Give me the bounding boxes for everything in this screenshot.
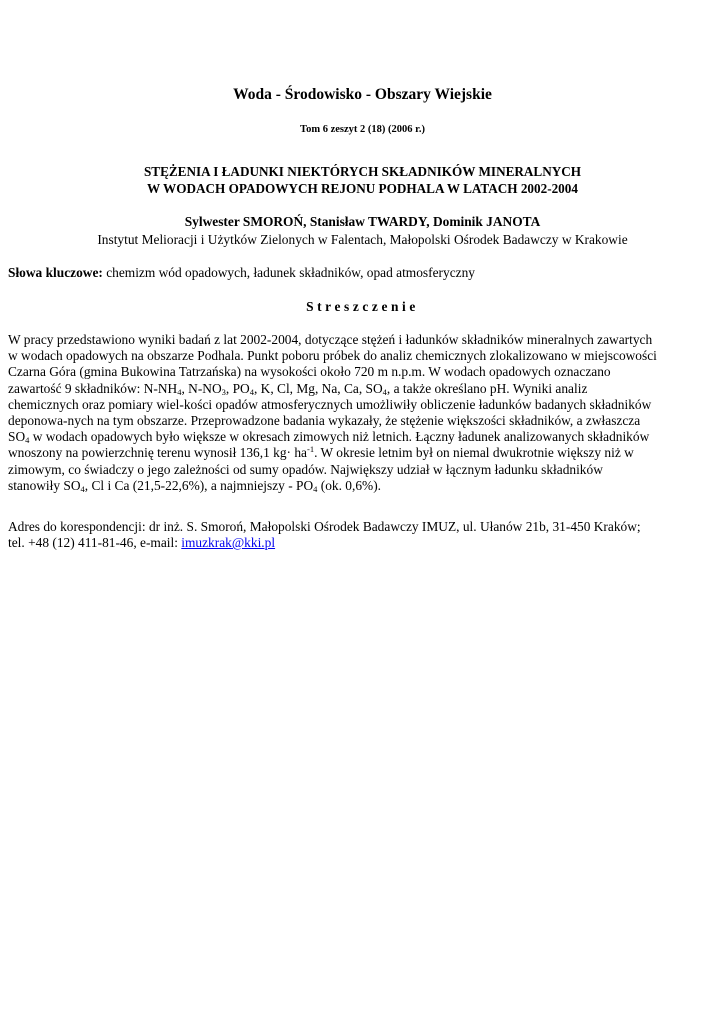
address-line: Adres do korespondencji: dr inż. S. Smoroń, Małopolski Ośrodek Badawczy IMUZ, ul. Ułanów 21b, 31-450 Kraków; (8, 519, 641, 534)
abstract-line: W pracy przedstawiono wyniki badań z lat 2002-2004, dotyczące stężeń i ładunków składników mineralnych zawartych (8, 332, 653, 347)
abstract-line (8, 445, 657, 461)
abstract-text: , Cl i Ca (21,5-22,6%), a najmniejszy - PO (84, 477, 314, 493)
abstract-body (8, 332, 657, 494)
paper-title-line-2: W WODACH OPADOWYCH REJONU PODHALA W LATACH 2002-2004 (147, 180, 578, 196)
email-link[interactable]: imuzkrak@kki.pl (181, 535, 276, 551)
paper-title-line-1: STĘŻENIA I ŁADUNKI NIEKTÓRYCH SKŁADNIKÓW MINERALNYCH (143, 164, 582, 179)
abstract-text: , N-NO (181, 380, 222, 396)
abstract-text: , PO (225, 380, 250, 396)
subscript: 4 (382, 386, 387, 397)
journal-title: Woda - Środowisko - Obszary Wiejskie (233, 86, 492, 103)
abstract-text: (ok. 0,6%). (317, 477, 381, 493)
abstract-line (8, 429, 657, 445)
paper-title (0, 164, 725, 197)
subscript: 4 (177, 386, 182, 397)
affiliation: Instytut Melioracji i Użytków Zielonych w Falentach, Małopolski Ośrodek Badawczy w Krakowie (97, 232, 628, 247)
authors: Sylwester SMOROŃ, Stanisław TWARDY, Dominik JANOTA (184, 214, 541, 229)
abstract-line (8, 381, 657, 397)
abstract-line: Czarna Góra (gmina Bukowina Tatrzańska) na wysokości około 720 m n.p.m. W wodach opadowych oznaczano (8, 364, 611, 380)
abstract-line: chemicznych oraz pomiary wiel-kości opadów atmosferycznych umożliwiły obliczenie ładunków badanych składników (8, 396, 652, 412)
abstract-text: w wodach opadowych było większe w okresach zimowych niż letnich. Łączny ładunek analizowanych składników (29, 429, 650, 445)
subscript: 4 (80, 483, 85, 494)
address-contact: tel. +48 (12) 411-81-46, e-mail: (8, 535, 182, 551)
keywords (8, 265, 718, 281)
abstract-text: SO (8, 429, 26, 445)
abstract-text: . W okresie letnim był on niemal dwukrotnie większy niż w (314, 445, 634, 461)
abstract-text: , a także określano pH. Wyniki analiz (386, 380, 588, 396)
abstract-line: deponowa-nych na tym obszarze. Przeprowadzone badania wykazały, że stężenie większości składników, a zwłaszcza (8, 413, 641, 429)
abstract-heading: Streszczenie (306, 299, 419, 314)
abstract-line: zimowym, co świadczy o jego zależności od sumy opadów. Największy udział w łącznym ładunku składników (8, 461, 603, 477)
address-line (8, 535, 641, 551)
keywords-text: chemizm wód opadowych, ładunek składników, opad atmosferyczny (102, 265, 475, 280)
abstract-text: , K, Cl, Mg, Na, Ca, SO (253, 380, 383, 396)
superscript: -1 (306, 444, 315, 455)
journal-volume: Tom 6 zeszyt 2 (18) (2006 r.) (300, 124, 425, 135)
subscript: 4 (25, 435, 30, 446)
correspondence-address (8, 519, 641, 551)
abstract-text: wnoszony na powierzchnię terenu wynosił 136,1 kg· ha (8, 445, 307, 461)
abstract-text: zawartość 9 składników: N-NH (8, 380, 178, 396)
subscript: 3 (221, 386, 226, 397)
abstract-line: w wodach opadowych na obszarze Podhala. Punkt poboru próbek do analiz chemicznych zlokalizowano w miejscowości (8, 348, 657, 364)
abstract-text: stanowiły SO (8, 477, 81, 493)
keywords-label: Słowa kluczowe: (8, 265, 103, 280)
abstract-line (8, 478, 657, 494)
subscript: 4 (249, 386, 254, 397)
subscript: 4 (313, 483, 318, 494)
